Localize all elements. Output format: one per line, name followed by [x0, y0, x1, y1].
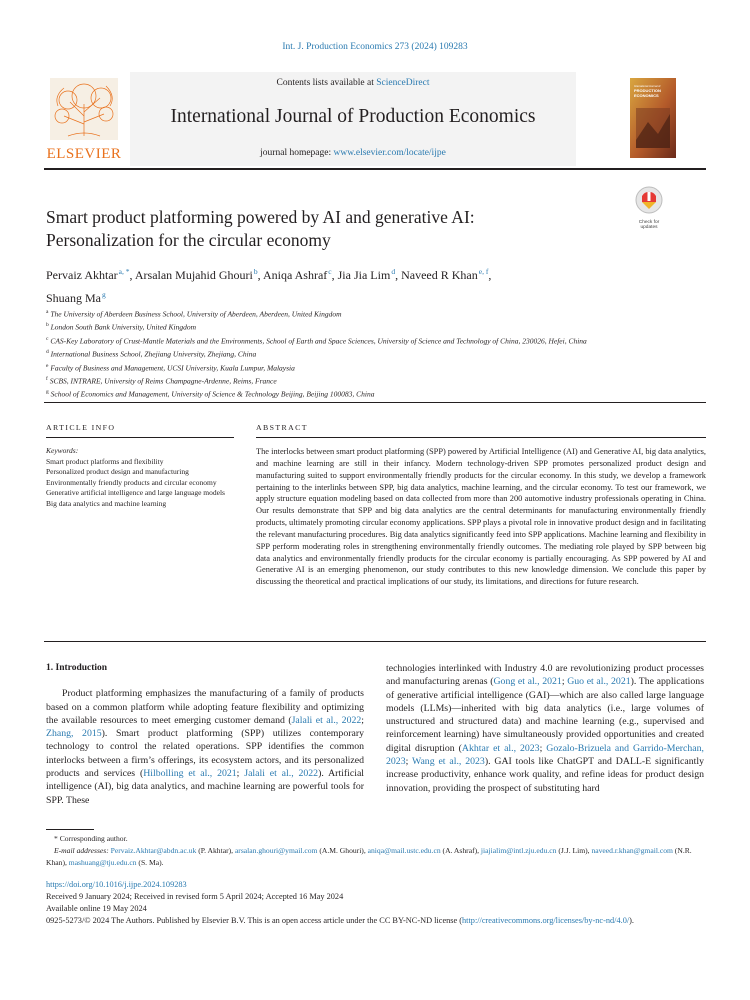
keywords-heading: Keywords: — [46, 446, 79, 455]
contents-text: Contents lists available at — [276, 78, 377, 88]
check-updates-label-line2: updates — [640, 225, 658, 230]
author-separator: , — [129, 268, 135, 282]
citation-separator: ; — [361, 714, 365, 726]
journal-title: International Journal of Production Economics — [170, 106, 536, 127]
author-separator: , — [331, 268, 338, 282]
article-info-rule — [46, 437, 234, 438]
contents-line — [130, 78, 576, 88]
journal-reference-link[interactable]: Int. J. Production Economics 273 (2024) 109283 — [282, 42, 468, 52]
journal-cover-image — [630, 78, 676, 158]
affiliation-marker[interactable]: e, f — [478, 267, 489, 276]
email-link[interactable]: aniqa@mail.ustc.edu.cn — [367, 846, 441, 855]
license-link[interactable]: http://creativecommons.org/licenses/by-nc-nd/4.0/ — [462, 916, 630, 926]
citation-link[interactable]: Jalali et al., 2022 — [244, 768, 319, 780]
email-owner: (A.M. Ghouri), — [317, 846, 368, 855]
email-owner: (P. Akhtar), — [196, 846, 235, 855]
check-updates-label — [630, 220, 668, 230]
section-divider — [44, 402, 706, 403]
affiliation-label: c — [46, 335, 49, 342]
affiliation — [46, 374, 708, 387]
affiliation-text: SCBS, INTRARE, University of Reims Champagne-Ardenne, Reims, France — [49, 376, 277, 386]
email-link[interactable]: mashuang@tju.edu.cn — [68, 858, 137, 867]
email-link[interactable]: Pervaiz.Akhtar@abdn.ac.uk — [110, 846, 197, 855]
body-paragraph — [46, 687, 364, 807]
article-metadata — [46, 879, 706, 927]
footnotes — [46, 833, 706, 869]
doi-link[interactable]: https://doi.org/10.1016/j.ijpe.2024.109283 — [46, 880, 187, 889]
keyword: Environmentally friendly products and circular economy — [46, 477, 217, 487]
affiliation — [46, 334, 708, 347]
license-statement — [46, 915, 706, 927]
abstract-heading: ABSTRACT — [256, 423, 308, 432]
check-updates-icon — [635, 186, 663, 214]
citation-link[interactable]: Hilbolling et al., 2021 — [143, 768, 237, 780]
journal-masthead — [44, 72, 674, 166]
author-name: Pervaiz Akhtar — [46, 268, 118, 282]
citation-link[interactable]: Gozalo-Brizuela and Garrido-Merchan, 2023 — [386, 742, 705, 768]
keyword: Big data analytics and machine learning — [46, 498, 167, 508]
citation-separator: ; — [561, 676, 568, 688]
affiliation-marker[interactable]: a, * — [118, 267, 130, 276]
author[interactable] — [401, 268, 491, 282]
email-link[interactable]: naveed.r.khan@gmail.com — [591, 846, 673, 855]
affiliation-text: CAS-Key Laboratory of Crust-Mantle Materials and the Environments, School of Earth and Space Sciences, University of Science and Technology of China, 230026, Hefei, China — [50, 336, 587, 346]
svg-text:PRODUCTION: PRODUCTION — [634, 88, 661, 93]
cover-kicker: International Journal of — [634, 85, 661, 88]
received-dates: Received 9 January 2024; Received in revised form 5 April 2024; Accepted 16 May 2024 — [46, 892, 344, 902]
available-online-date: Available online 19 May 2024 — [46, 904, 147, 914]
author[interactable] — [135, 268, 263, 282]
email-label: E-mail addresses: — [54, 846, 111, 855]
elsevier-logo — [44, 76, 124, 164]
body-text: Product platforming emphasizes the manufacturing of a family of products based on a common platform while adopting feature flexibility and optimizing the available resources to meet emerging customer demand ( — [46, 688, 364, 726]
affiliation-marker[interactable]: g — [102, 290, 106, 299]
affiliation-text: Faculty of Business and Management, UCSI University, Kuala Lumpur, Malaysia — [50, 363, 295, 373]
affiliation-marker[interactable]: b — [253, 267, 258, 276]
abstract-rule — [256, 437, 706, 438]
author[interactable] — [263, 268, 338, 282]
author-name: Shuang Ma — [46, 291, 101, 305]
affiliation — [46, 307, 708, 320]
email-link[interactable]: jiajialim@intl.zju.edu.cn — [480, 846, 557, 855]
affiliation-marker[interactable]: d — [391, 267, 396, 276]
article-info-heading: ARTICLE INFO — [46, 423, 116, 432]
author-name: Jia Jia Lim — [337, 268, 391, 282]
body-text: ). Artificial intelligence (AI), big data analytics, and machine learning are powerful tools for SPP. These — [46, 768, 365, 806]
affiliation-text: International Business School, Zhejiang University, Zhejiang, China — [50, 349, 257, 359]
journal-homepage-link[interactable]: www.elsevier.com/locate/ijpe — [333, 148, 446, 158]
article-title — [46, 206, 606, 252]
affiliations — [46, 307, 708, 401]
author-separator: , — [488, 268, 492, 282]
citation-link[interactable]: Akhtar et al., 2023 — [461, 742, 540, 754]
masthead-title-block — [130, 72, 576, 166]
email-owner: (A. Ashraf), — [440, 846, 481, 855]
email-owner: (N.R. Khan), — [46, 846, 692, 867]
author-separator: , — [395, 268, 402, 282]
author[interactable] — [46, 291, 106, 305]
email-addresses — [46, 845, 706, 869]
affiliation-label: e — [46, 362, 49, 369]
affiliation-text: School of Economics and Management, University of Science & Technology Beijing, Beijing 100083, China — [50, 389, 375, 399]
author-name: Naveed R Khan — [401, 268, 478, 282]
affiliation-label: f — [46, 376, 48, 383]
affiliation-label: a — [46, 309, 49, 315]
citation-separator: ; — [236, 768, 245, 780]
footnote-rule — [46, 829, 94, 830]
body-text: ). The applications of generative artificial intelligence (GAI)—which are also called large language models (LLMs)—inherited with big data analytics (i.e., large volumes of unstructured and structured data) and machine learning (e.g., supervised and reinforcement learning) have simultaneously provided opportunities and created digital disruption ( — [386, 676, 705, 754]
sciencedirect-link[interactable]: ScienceDirect — [376, 78, 430, 88]
affiliation-label: d — [46, 349, 49, 356]
keyword: Smart product platforms and flexibility — [46, 456, 164, 466]
body-text: ). Smart product platforming (SPP) utilizes contemporary technology to control the related operations. SPP identifies the common interlocks between a firm’s offerings, its ecosystem actors, and its personalized products and services ( — [46, 728, 364, 780]
email-owner: (S. Ma). — [136, 858, 164, 867]
keyword: Personalized product design and manufacturing — [46, 467, 189, 477]
author[interactable] — [46, 268, 135, 282]
affiliation-text: London South Bank University, United Kingdom — [50, 322, 197, 332]
email-link[interactable]: arsalan.ghouri@ymail.com — [234, 846, 318, 855]
license-text-end: ). — [629, 916, 635, 926]
svg-text:ELSEVIER: ELSEVIER — [46, 146, 122, 162]
citation-separator: ; — [539, 742, 547, 754]
author-list — [46, 262, 626, 308]
journal-reference[interactable] — [0, 42, 750, 52]
body-paragraph — [386, 662, 704, 795]
citation-link[interactable]: Wang et al., 2023 — [412, 756, 485, 768]
section-divider — [44, 641, 706, 642]
author[interactable] — [338, 268, 401, 282]
citation-link[interactable]: Gong et al., 2021 — [493, 676, 562, 688]
body-text: ). GAI tools like ChatGPT and DALL-E significantly increase productivity, enhance work quality, and refine ideas for product design innovation, providing the prospect of substituting hard — [386, 756, 704, 794]
keywords-block — [46, 446, 236, 510]
body-column-left — [46, 662, 364, 807]
affiliation-text: The University of Aberdeen Business School, University of Aberdeen, Aberdeen, United Kingdom — [50, 309, 342, 319]
affiliation — [46, 387, 708, 400]
homepage-line — [130, 148, 576, 158]
body-text: technologies interlinked with Industry 4.0 are revolutionizing product processes and manufacturing arenas ( — [386, 663, 704, 688]
abstract-text: The interlocks between smart product platforming (SPP) powered by Artificial Intelligence (AI) and Generative AI, big data analytics, and machine learning are still in their infancy. Modern technology-driven SPP promotes personalized product design and manufacturing suited to support environmentally friendly products for the circular economy. In this study, we develop a framework pertaining to the interlinks between SPP, big data analytics, machine learning, and the circular economy. To test our framework, we apply structure equation modeling based on data collected from more than 200 automotive industry professionals operating in China. Our results demonstrate that SPP and big data analytics are the central determinants for manufacturing environmentally friendly products, ultimately promoting circular economy applications. SPP plays a pivotal role in innovative product design and in facilitating the relevant manufacturing procedures. Big data analytics significantly feed into SPP applications. Machine learning and flexibility in SPP perform moderating roles in strengthening environmentally friendly outcomes. The mediating role played by SPP between big data analytics and environmentally friendly products for the circular economy is partially encouraging. As SPP powered by AI and Generative AI is an emerging phenomenon, our study contributes to this new knowledge dimension. We conclude this paper by discussing the theoretical and practical implications of our study, its limitations, and directions for future research. — [256, 447, 707, 587]
author-separator: , — [257, 268, 263, 282]
homepage-label: journal homepage: — [260, 148, 334, 158]
citation-link[interactable]: Guo et al., 2021 — [567, 676, 631, 688]
author-name: Aniqa Ashraf — [262, 268, 328, 282]
license-text: 0925-5273/© 2024 The Authors. Published by Elsevier B.V. This is an open access article under the CC BY-NC-ND license ( — [46, 916, 463, 926]
masthead-rule — [44, 168, 706, 170]
citation-link[interactable]: Zhang, 2015 — [46, 728, 102, 740]
check-for-updates-button[interactable] — [630, 186, 668, 230]
affiliation — [46, 361, 708, 374]
svg-text:ECONOMICS: ECONOMICS — [634, 93, 659, 98]
author-name: Arsalan Mujahid Ghouri — [134, 268, 253, 282]
keyword: Generative artificial intelligence and large language models — [46, 488, 225, 498]
citation-link[interactable]: Jalali et al., 2022 — [291, 714, 362, 726]
article-title-line1: Smart product platforming powered by AI and generative AI: — [46, 207, 475, 227]
affiliation-marker[interactable]: c — [328, 267, 332, 276]
affiliation-label: b — [46, 322, 49, 329]
citation-separator: ; — [405, 756, 412, 768]
body-column-right — [386, 662, 704, 795]
check-updates-label-line1: Check for — [638, 220, 660, 225]
corresponding-author-note: * Corresponding author. — [54, 834, 128, 843]
section-heading: 1. Introduction — [46, 663, 108, 673]
email-owner: (J.J. Lim), — [556, 846, 592, 855]
article-title-line2: Personalization for the circular economy — [46, 230, 331, 250]
affiliation — [46, 320, 708, 333]
affiliation-label: g — [46, 389, 49, 396]
affiliation — [46, 347, 708, 360]
